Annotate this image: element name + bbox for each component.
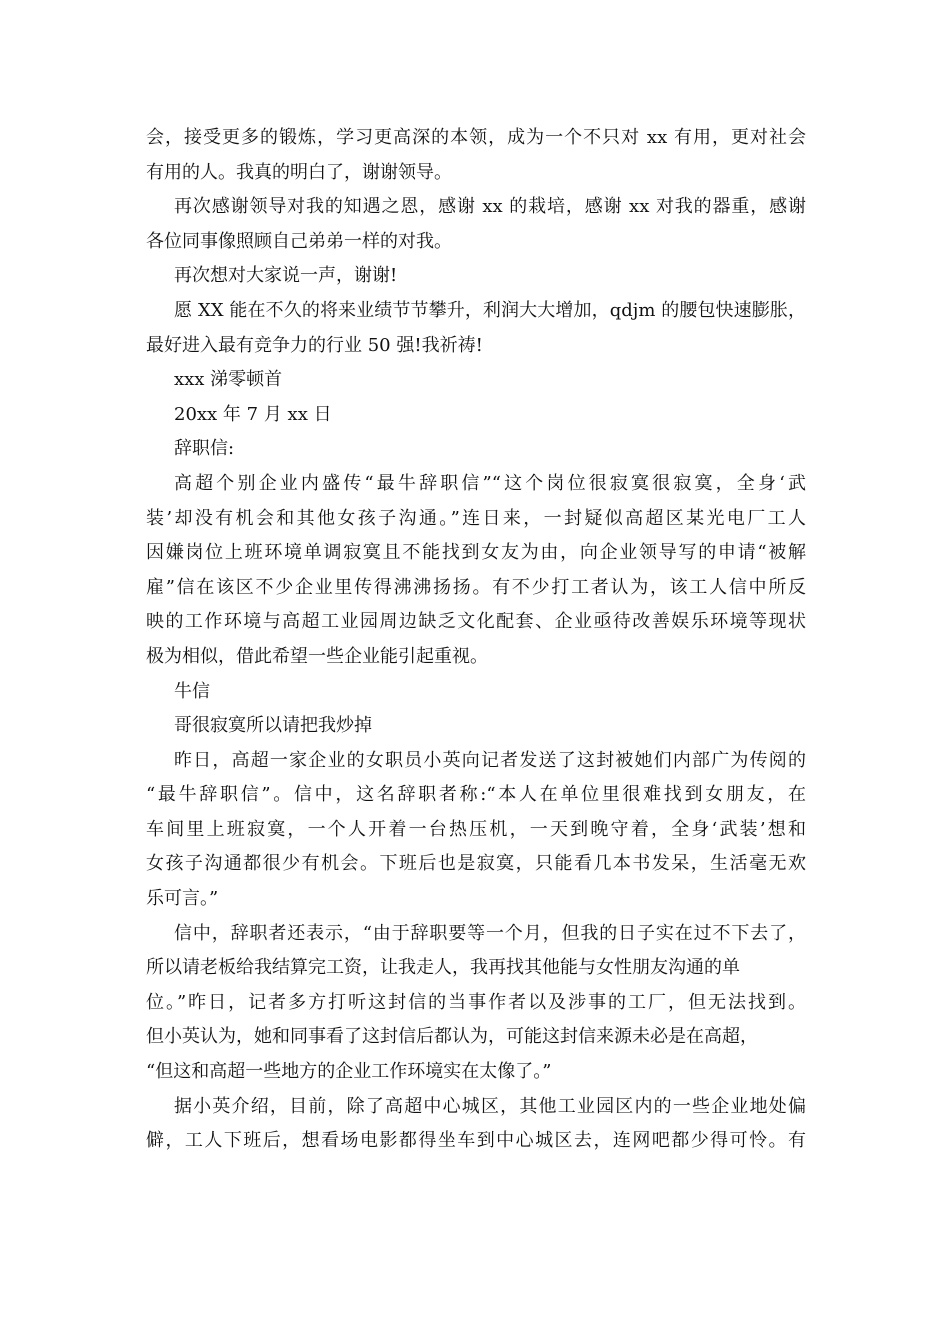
text-line: 极为相似，借此希望一些企业能引起重视。: [146, 645, 488, 667]
text-line: 但小英认为，她和同事看了这封信后都认为，可能这封信来源未必是在高超，: [146, 1026, 758, 1048]
text-line: 再次想对大家说一声，谢谢!: [174, 265, 398, 287]
section-heading: 牛信: [174, 680, 210, 702]
text-line: 因嫌岗位上班环境单调寂寞且不能找到女友为由，向企业领导写的申请“被解: [146, 542, 806, 564]
text-line: 会，接受更多的锻炼，学习更高深的本领，成为一个不只对 xx 有用，更对社会: [146, 127, 806, 148]
text-line: “但这和高超一些地方的企业工作环境实在太像了。”: [146, 1061, 552, 1083]
text-line: 所以请老板给我结算完工资，让我走人，我再找其他能与女性朋友沟通的单: [146, 957, 740, 979]
signature-line: xxx 涕零顿首: [174, 369, 283, 391]
text-line: 映的工作环境与高超工业园周边缺乏文化配套、企业亟待改善娱乐环境等现状: [146, 611, 806, 633]
text-line: 昨日，高超一家企业的女职员小英向记者发送了这封被她们内部广为传阅的: [174, 749, 806, 771]
text-line: 僻，工人下班后，想看场电影都得坐车到中心城区去，连网吧都少得可怜。有: [146, 1130, 806, 1152]
text-line: 车间里上班寂寞，一个人开着一台热压机，一天到晚守着，全身‘武装’想和: [146, 818, 806, 840]
text-line: 有用的人。我真的明白了，谢谢领导。: [146, 161, 452, 183]
text-line: 各位同事像照顾自己弟弟一样的对我。: [146, 230, 452, 252]
text-line: 信中，辞职者还表示，“由于辞职要等一个月，但我的日子实在过不下去了，: [174, 922, 806, 944]
text-line: 再次感谢领导对我的知遇之恩，感谢 xx 的栽培，感谢 xx 对我的器重，感谢: [174, 196, 806, 218]
text-line: 据小英介绍，目前，除了高超中心城区，其他工业园区内的一些企业地处偏: [174, 1095, 806, 1117]
text-line: 装’却没有机会和其他女孩子沟通。”连日来，一封疑似高超区某光电厂工人: [146, 507, 806, 529]
text-line: 最好进入最有竞争力的行业 50 强!我祈祷!: [146, 334, 483, 356]
text-line: 乐可言。”: [146, 888, 219, 910]
text-line: 位。”昨日，记者多方打听这封信的当事作者以及涉事的工厂，但无法找到。: [146, 991, 806, 1013]
date-line: 20xx 年 7 月 xx 日: [174, 403, 332, 425]
text-line: 雇”信在该区不少企业里传得沸沸扬扬。有不少打工者认为，该工人信中所反: [146, 576, 806, 598]
text-line: 愿 XX 能在不久的将来业绩节节攀升，利润大大增加，qdjm 的腰包快速膨胀，: [174, 299, 806, 321]
text-line: 高超个别企业内盛传“最牛辞职信”“这个岗位很寂寞很寂寞，全身‘武: [174, 472, 806, 494]
text-line: “最牛辞职信”。信中，这名辞职者称:“本人在单位里很难找到女朋友，在: [146, 784, 806, 806]
section-subheading: 哥很寂寞所以请把我炒掉: [174, 715, 372, 737]
text-line: 女孩子沟通都很少有机会。下班后也是寂寞，只能看几本书发呆，生活毫无欢: [146, 853, 806, 875]
section-heading: 辞职信:: [174, 438, 235, 460]
document-body: [146, 121, 806, 1159]
